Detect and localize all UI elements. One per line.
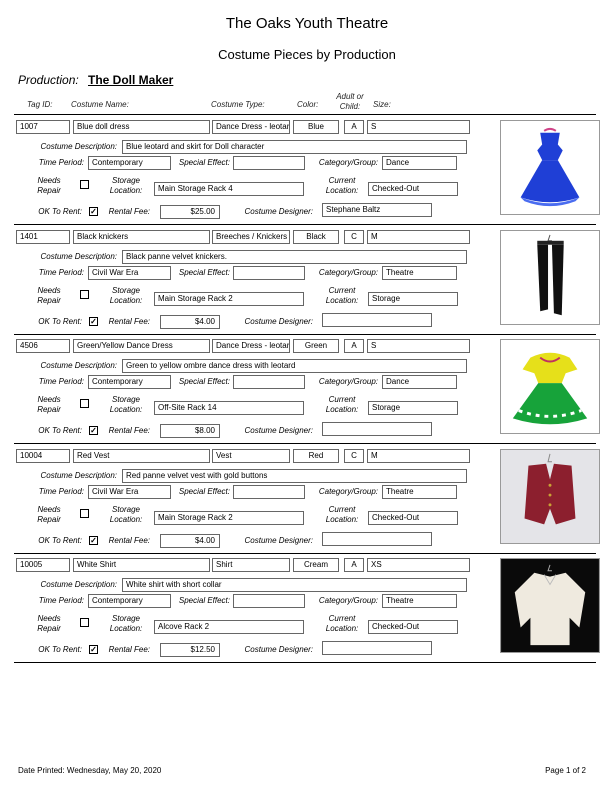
needs-repair-checkbox[interactable] xyxy=(80,509,89,518)
adult-child-field: C xyxy=(344,449,364,463)
storage-location-field: Main Storage Rack 2 xyxy=(154,292,304,306)
ok-to-rent-checkbox[interactable]: ✓ xyxy=(90,207,97,216)
costume-name-field: White Shirt xyxy=(73,558,210,572)
ok-to-rent-label: OK To Rent: xyxy=(38,207,82,216)
ok-to-rent-label: OK To Rent: xyxy=(38,426,82,435)
storage-location-field: Main Storage Rack 4 xyxy=(154,182,304,196)
current-location-field: Storage xyxy=(368,292,458,306)
category-field: Dance xyxy=(382,156,457,170)
record-divider xyxy=(14,553,596,554)
rental-fee-label: Rental Fee: xyxy=(108,207,150,216)
color-field: Blue xyxy=(293,120,339,134)
special-effect-field xyxy=(233,156,305,170)
rental-fee-field: $12.50 xyxy=(160,643,220,657)
description-field: Red panne velvet vest with gold buttons xyxy=(122,469,467,483)
tag-id-field: 10005 xyxy=(16,558,70,572)
time-period-field: Civil War Era xyxy=(88,485,171,499)
report-subtitle: Costume Pieces by Production xyxy=(218,47,396,62)
record-divider xyxy=(14,224,596,225)
storage-location-label: Storage Location: xyxy=(109,504,143,524)
costume-designer-field: Stephane Baltz xyxy=(322,203,432,217)
storage-location-field: Main Storage Rack 2 xyxy=(154,511,304,525)
color-field: Cream xyxy=(293,558,339,572)
category-label: Category/Group: xyxy=(318,377,378,386)
white-shirt-image xyxy=(500,558,600,653)
ok-to-rent-checkbox[interactable]: ✓ xyxy=(90,316,97,326)
needs-repair-label: Needs Repair xyxy=(37,395,61,414)
blue-doll-dress-image xyxy=(500,120,600,215)
tag-id-field: 1007 xyxy=(16,120,70,134)
rental-fee-field: $4.00 xyxy=(160,534,220,548)
rental-fee-label: Rental Fee: xyxy=(108,535,150,545)
category-label: Category/Group: xyxy=(318,158,378,167)
current-location-field: Checked-Out xyxy=(368,620,458,634)
special-effect-label: Special Effect: xyxy=(178,486,230,496)
needs-repair-label: Needs Repair xyxy=(37,614,61,633)
size-field: S xyxy=(367,120,470,134)
special-effect-label: Special Effect: xyxy=(178,267,230,277)
costume-designer-label: Costume Designer: xyxy=(244,645,313,654)
adult-child-field: A xyxy=(344,558,364,572)
needs-repair-label: Needs Repair xyxy=(37,504,61,524)
time-period-label: Time Period: xyxy=(38,377,84,386)
rental-fee-field: $8.00 xyxy=(160,424,220,438)
tag-id-field: 10004 xyxy=(16,449,70,463)
needs-repair-checkbox[interactable] xyxy=(80,399,89,408)
rental-fee-field: $25.00 xyxy=(160,205,220,219)
time-period-label: Time Period: xyxy=(38,267,84,277)
description-label: Costume Description: xyxy=(40,580,117,589)
record-divider xyxy=(14,662,596,663)
color-field: Red xyxy=(293,449,339,463)
current-location-label: Current Location: xyxy=(325,395,359,414)
special-effect-field xyxy=(233,485,305,499)
costume-designer-field xyxy=(322,641,432,655)
storage-location-label: Storage Location: xyxy=(109,614,143,633)
special-effect-label: Special Effect: xyxy=(178,377,230,386)
description-label: Costume Description: xyxy=(40,361,117,370)
description-field: Green to yellow ombre dance dress with leotard xyxy=(122,359,467,373)
costume-type-field: Dance Dress - leotar xyxy=(212,339,290,353)
storage-location-label: Storage Location: xyxy=(109,176,143,195)
date-printed: Date Printed: Wednesday, May 20, 2020 xyxy=(18,766,162,775)
costume-designer-label: Costume Designer: xyxy=(244,316,313,326)
adult-child-field: A xyxy=(344,120,364,134)
time-period-field: Civil War Era xyxy=(88,266,171,280)
current-location-label: Current Location: xyxy=(325,504,359,524)
costume-type-field: Breeches / Knickers xyxy=(212,230,290,244)
description-field: White shirt with short collar xyxy=(122,578,467,592)
description-label: Costume Description: xyxy=(40,470,117,480)
current-location-label: Current Location: xyxy=(325,614,359,633)
current-location-field: Storage xyxy=(368,401,458,415)
record-divider xyxy=(14,334,596,335)
costume-type-field: Dance Dress - leotar xyxy=(212,120,290,134)
needs-repair-checkbox[interactable] xyxy=(80,180,89,189)
header-adult-child: Adult or Child: xyxy=(336,92,364,111)
costume-type-field: Vest xyxy=(212,449,290,463)
special-effect-label: Special Effect: xyxy=(178,596,230,605)
description-field: Blue leotard and skirt for Doll character xyxy=(122,140,467,154)
special-effect-field xyxy=(233,266,305,280)
time-period-field: Contemporary xyxy=(88,375,171,389)
storage-location-field: Off-Site Rack 14 xyxy=(154,401,304,415)
category-label: Category/Group: xyxy=(318,486,378,496)
costume-name-field: Green/Yellow Dance Dress xyxy=(73,339,210,353)
color-field: Green xyxy=(293,339,339,353)
header-costume-type: Costume Type: xyxy=(211,100,265,109)
costume-designer-label: Costume Designer: xyxy=(244,535,313,545)
production-name: The Doll Maker xyxy=(88,73,174,87)
black-knickers-image xyxy=(500,230,600,325)
costume-type-field: Shirt xyxy=(212,558,290,572)
current-location-field: Checked-Out xyxy=(368,182,458,196)
costume-name-field: Red Vest xyxy=(73,449,210,463)
page-number: Page 1 of 2 xyxy=(545,766,586,775)
storage-location-label: Storage Location: xyxy=(109,285,143,305)
category-field: Dance xyxy=(382,375,457,389)
ok-to-rent-checkbox[interactable]: ✓ xyxy=(90,645,97,654)
rental-fee-label: Rental Fee: xyxy=(108,316,150,326)
green-yellow-dress-image xyxy=(500,339,600,434)
needs-repair-label: Needs Repair xyxy=(37,176,61,195)
costume-designer-label: Costume Designer: xyxy=(244,426,313,435)
header-rule xyxy=(14,114,596,115)
costume-name-field: Black knickers xyxy=(73,230,210,244)
record-divider xyxy=(14,443,596,444)
description-label: Costume Description: xyxy=(40,251,117,261)
header-size: Size: xyxy=(373,100,391,109)
current-location-label: Current Location: xyxy=(325,285,359,305)
ok-to-rent-label: OK To Rent: xyxy=(38,645,82,654)
report-title: The Oaks Youth Theatre xyxy=(225,15,389,32)
header-color: Color: xyxy=(297,100,319,109)
ok-to-rent-label: OK To Rent: xyxy=(38,316,82,326)
storage-location-label: Storage Location: xyxy=(109,395,143,414)
costume-designer-label: Costume Designer: xyxy=(244,207,313,216)
description-label: Costume Description: xyxy=(40,142,117,151)
time-period-field: Contemporary xyxy=(88,156,171,170)
storage-location-field: Alcove Rack 2 xyxy=(154,620,304,634)
ok-to-rent-label: OK To Rent: xyxy=(38,535,82,545)
production-label: Production: xyxy=(18,73,79,87)
current-location-field: Checked-Out xyxy=(368,511,458,525)
category-field: Theatre xyxy=(382,594,457,608)
color-field: Black xyxy=(293,230,339,244)
header-tag-id: Tag ID: xyxy=(27,100,53,109)
size-field: XS xyxy=(367,558,470,572)
size-field: M xyxy=(367,230,470,244)
size-field: S xyxy=(367,339,470,353)
description-field: Black panne velvet knickers. xyxy=(122,250,467,264)
time-period-label: Time Period: xyxy=(38,486,84,496)
rental-fee-label: Rental Fee: xyxy=(108,426,150,435)
ok-to-rent-checkbox[interactable]: ✓ xyxy=(90,426,97,435)
rental-fee-field: $4.00 xyxy=(160,315,220,329)
needs-repair-label: Needs Repair xyxy=(37,285,61,305)
costume-designer-field xyxy=(322,313,432,327)
red-vest-image xyxy=(500,449,600,544)
ok-to-rent-checkbox[interactable]: ✓ xyxy=(90,535,97,545)
current-location-label: Current Location: xyxy=(325,176,359,195)
special-effect-field xyxy=(233,375,305,389)
costume-name-field: Blue doll dress xyxy=(73,120,210,134)
needs-repair-checkbox[interactable] xyxy=(80,290,89,299)
costume-designer-field xyxy=(322,422,432,436)
adult-child-field: A xyxy=(344,339,364,353)
category-field: Theatre xyxy=(382,266,457,280)
costume-designer-field xyxy=(322,532,432,546)
tag-id-field: 1401 xyxy=(16,230,70,244)
special-effect-label: Special Effect: xyxy=(178,158,230,167)
adult-child-field: C xyxy=(344,230,364,244)
rental-fee-label: Rental Fee: xyxy=(108,645,150,654)
special-effect-field xyxy=(233,594,305,608)
category-label: Category/Group: xyxy=(318,596,378,605)
category-field: Theatre xyxy=(382,485,457,499)
header-costume-name: Costume Name: xyxy=(71,100,129,109)
tag-id-field: 4506 xyxy=(16,339,70,353)
size-field: M xyxy=(367,449,470,463)
category-label: Category/Group: xyxy=(318,267,378,277)
time-period-field: Contemporary xyxy=(88,594,171,608)
time-period-label: Time Period: xyxy=(38,158,84,167)
time-period-label: Time Period: xyxy=(38,596,84,605)
needs-repair-checkbox[interactable] xyxy=(80,618,89,627)
